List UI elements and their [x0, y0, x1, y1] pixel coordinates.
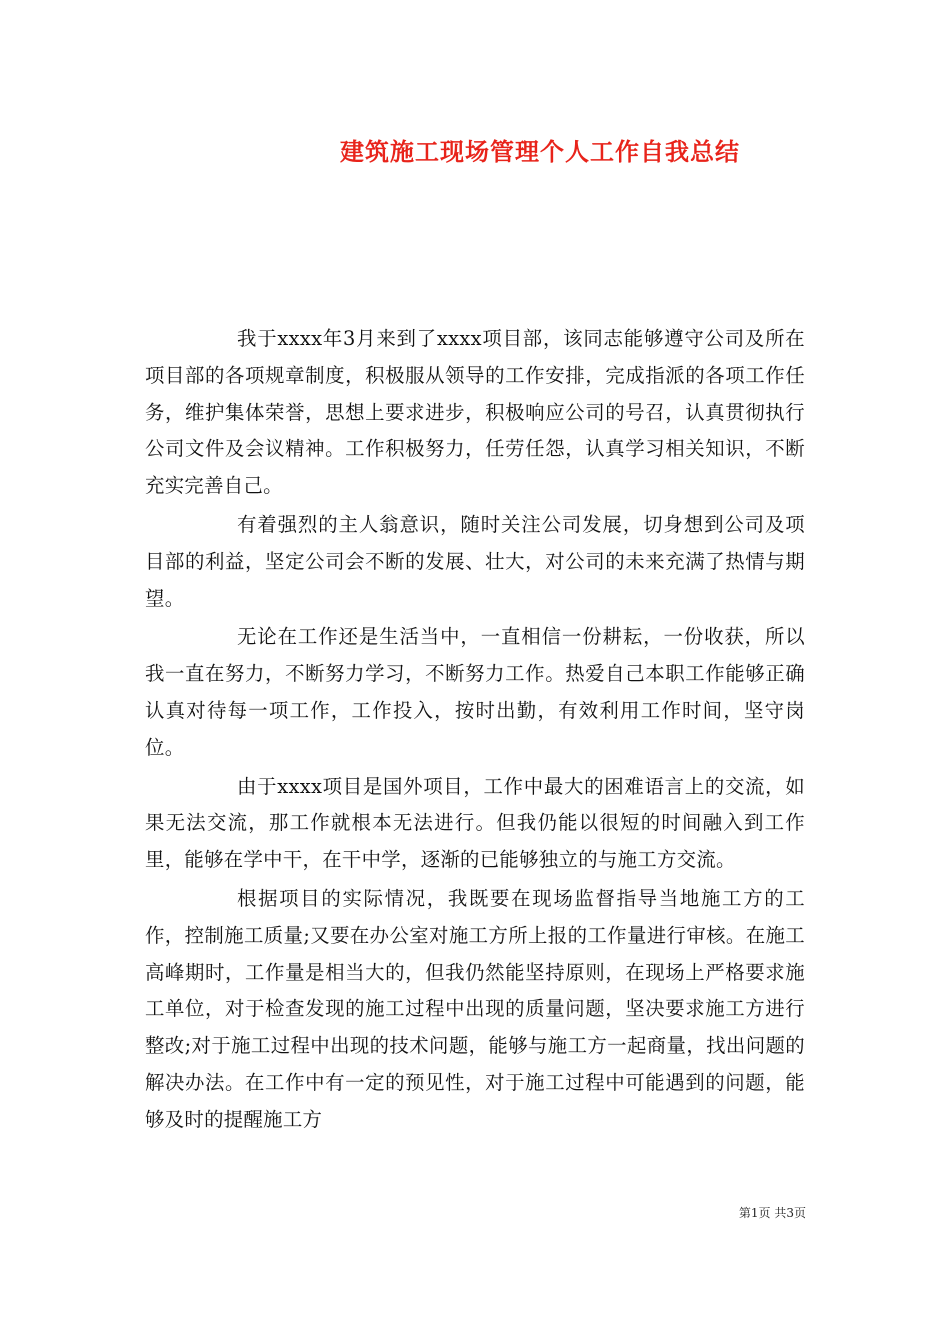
paragraph: 无论在工作还是生活当中，一直相信一份耕耘，一份收获，所以我一直在努力，不断努力学习，不断努力工作。热爱自己本职工作能够正确认真对待每一项工作，工作投入，按时出勤，有效利用工作时间，坚守岗位。: [145, 625, 805, 759]
paragraph: 根据项目的实际情况，我既要在现场监督指导当地施工方的工作，控制施工质量;又要在办公室对施工方所上报的工作量进行审核。在施工高峰期时，工作量是相当大的，但我仍然能坚持原则，在现场上严格要求施工单位，对于检查发现的施工过程中出现的质量问题，坚决要求施工方进行整改;对于施工过程中出现的技术问题，能够与施工方一起商量，找出问题的解决办法。在工作中有一定的预见性，对于施工过程中可能遇到的问题，能够及时的提醒施工方: [145, 886, 805, 1131]
document-body: [145, 321, 805, 1141]
paragraph: 有着强烈的主人翁意识，随时关注公司发展，切身想到公司及项目部的利益，坚定公司会不断的发展、壮大，对公司的未来充满了热情与期望。: [145, 512, 805, 610]
document-title: 建筑施工现场管理个人工作自我总结: [340, 137, 740, 166]
page-number-footer: 第1页 共3页: [738, 1206, 806, 1220]
paragraph: 我于xxxx年3月来到了xxxx项目部，该同志能够遵守公司及所在项目部的各项规章制度，积极服从领导的工作安排，完成指派的各项工作任务，维护集体荣誉，思想上要求进步，积极响应公司的号召，认真贯彻执行公司文件及会议精神。工作积极努力，任劳任怨，认真学习相关知识，不断充实完善自己。: [145, 327, 805, 498]
paragraph: 由于xxxx项目是国外项目，工作中最大的困难语言上的交流，如果无法交流，那工作就根本无法进行。但我仍能以很短的时间融入到工作里，能够在学中干，在干中学，逐渐的已能够独立的与施工方交流。: [145, 774, 805, 872]
